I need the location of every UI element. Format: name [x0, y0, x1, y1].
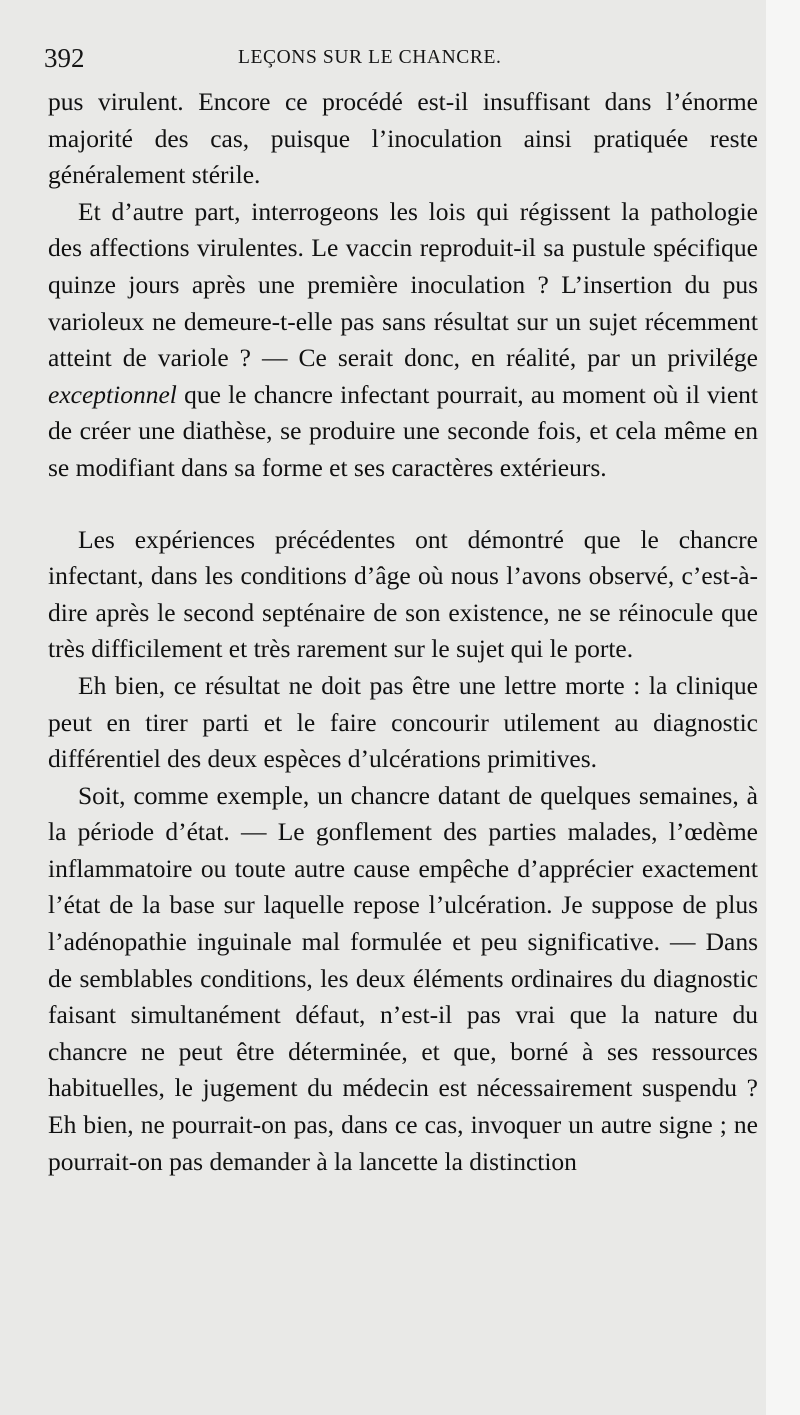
running-head: [44, 38, 756, 78]
paragraph-5: Soit, comme exemple, un chancre datant de quelques semaines, à la période d’état. — Le gonflement des parties malades, l’œdème inflammatoire ou toute autre cause empêche d’apprécier exactement l’état de la base sur laquelle repose l’ulcération. Je suppose de plus l’adénopathie inguinale mal formulée et peu significative. — Dans de semblables conditions, les deux éléments ordinaires du diagnostic faisant simultanément défaut, n’est-il pas vrai que la nature du chancre ne peut être déterminée, et que, borné à ses ressources habituelles, le jugement du médecin est nécessairement suspendu ? Eh bien, ne pourrait-on pas, dans ce cas, invoquer un autre signe ; ne pourrait-on pas demander à la lancette la distinction: [48, 780, 758, 1176]
paragraph-4: Eh bien, ce résultat ne doit pas être une lettre morte : la clinique peut en tirer parti et le faire concourir utilement au diagnostic différentiel des deux espèces d’ulcérations primitives.: [48, 670, 758, 774]
italic-word: exceptionnel: [48, 379, 177, 409]
paragraph-2-text-b: que le chancre infectant pourrait, au moment où il vient de créer une diathèse, se produire une seconde fois, et cela même en se modifiant dans sa forme et ses caractères extérieurs.: [48, 379, 758, 482]
paragraph-3: Les expériences précédentes ont démontré que le chancre infectant, dans les conditions d’âge où nous l’avons observé, c’est-à-dire après le second septénaire de son existence, ne se réinocule que très difficilement et très rarement sur le sujet qui le porte.: [48, 524, 758, 664]
paragraph-1: pus virulent. Encore ce procédé est-il insuffisant dans l’énorme majorité des cas, puisque l’inoculation ainsi pratiquée reste généralement stérile.: [48, 87, 758, 190]
paragraph-2-text-a: Et d’autre part, interrogeons les lois qui régissent la pathologie des affections virulentes. Le vaccin reproduit-il sa pustule spécifique quinze jours après une première inoculation ? L’insertion du pus varioleux ne demeure-t-elle pas sans résultat sur un sujet récemment atteint de variole ? — Ce serait donc, en réalité, par un privilége: [48, 196, 758, 373]
page-edge: [766, 0, 800, 1415]
paragraph-2: [48, 194, 758, 487]
page-number: 392: [44, 43, 85, 73]
running-title: LEÇONS SUR LE CHANCRE.: [238, 47, 502, 68]
body-text: [48, 84, 758, 1180]
